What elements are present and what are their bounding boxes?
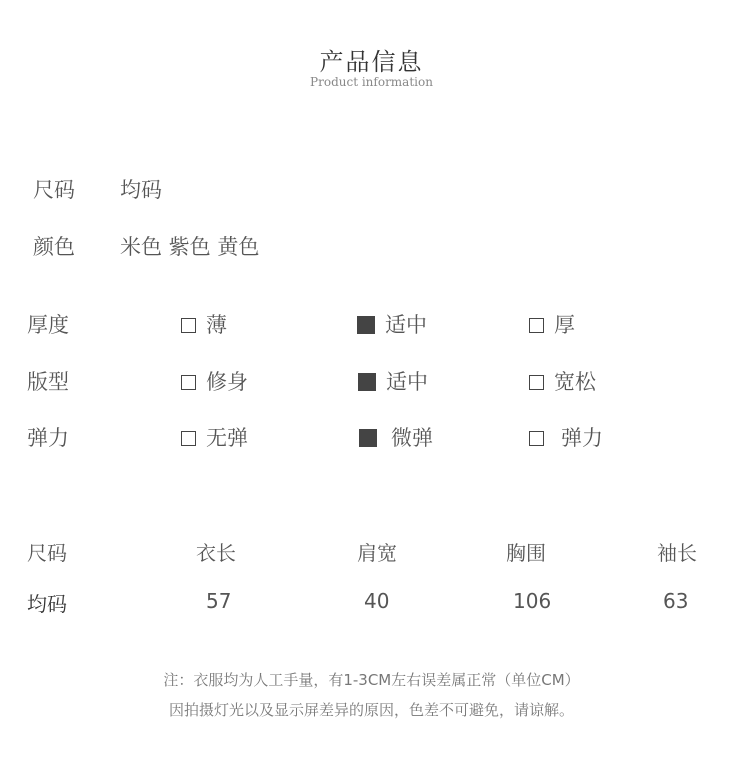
table-cell-chest: 106 [513,589,552,613]
table-header-length: 衣长 [196,541,236,565]
option-label: 弹力 [561,426,603,450]
fit-option-loose [529,366,596,396]
table-cell-shoulder: 40 [364,589,390,613]
page-subtitle: Product information [310,75,433,89]
elasticity-label: 弹力 [27,426,69,450]
checkbox-unchecked-icon [181,431,196,446]
fit-option-regular [358,366,428,396]
table-header-sleeve: 袖长 [657,541,697,565]
elasticity-option-stretch [529,422,603,452]
note-color-difference: 因拍摄灯光以及显示屏差异的原因，色差不可避免，请谅解。 [168,701,574,719]
color-label: 颜色 [33,235,75,259]
note-measurement: 注：衣服均为人工手量，有1-3CM左右误差属正常（单位CM） [163,671,580,689]
option-label: 厚 [554,313,575,337]
checkbox-checked-icon [359,429,377,447]
option-label: 适中 [386,370,428,394]
thickness-option-thick [529,309,575,339]
option-label: 修身 [206,370,248,394]
table-header-size: 尺码 [27,541,67,565]
checkbox-unchecked-icon [529,431,544,446]
table-cell-sleeve: 63 [663,589,689,613]
checkbox-unchecked-icon [181,318,196,333]
size-value: 均码 [120,178,162,202]
color-value: 米色 紫色 黄色 [120,235,260,259]
checkbox-unchecked-icon [181,375,196,390]
checkbox-checked-icon [358,373,376,391]
option-label: 适中 [385,313,427,337]
thickness-label: 厚度 [27,313,69,337]
option-label: 无弹 [206,426,248,450]
table-cell-size: 均码 [27,592,67,616]
table-header-shoulder: 肩宽 [357,541,397,565]
checkbox-checked-icon [357,316,375,334]
fit-label: 版型 [27,370,69,394]
size-label: 尺码 [33,178,75,202]
elasticity-option-none [181,422,248,452]
thickness-option-medium [357,309,427,339]
page-title: 产品信息 [319,48,424,76]
table-cell-length: 57 [206,589,232,613]
thickness-option-thin [181,309,227,339]
table-header-chest: 胸围 [506,541,546,565]
option-label: 宽松 [554,370,596,394]
elasticity-option-slight [359,422,433,452]
option-label: 微弹 [391,426,433,450]
checkbox-unchecked-icon [529,375,544,390]
option-label: 薄 [206,313,227,337]
checkbox-unchecked-icon [529,318,544,333]
fit-option-slim [181,366,248,396]
